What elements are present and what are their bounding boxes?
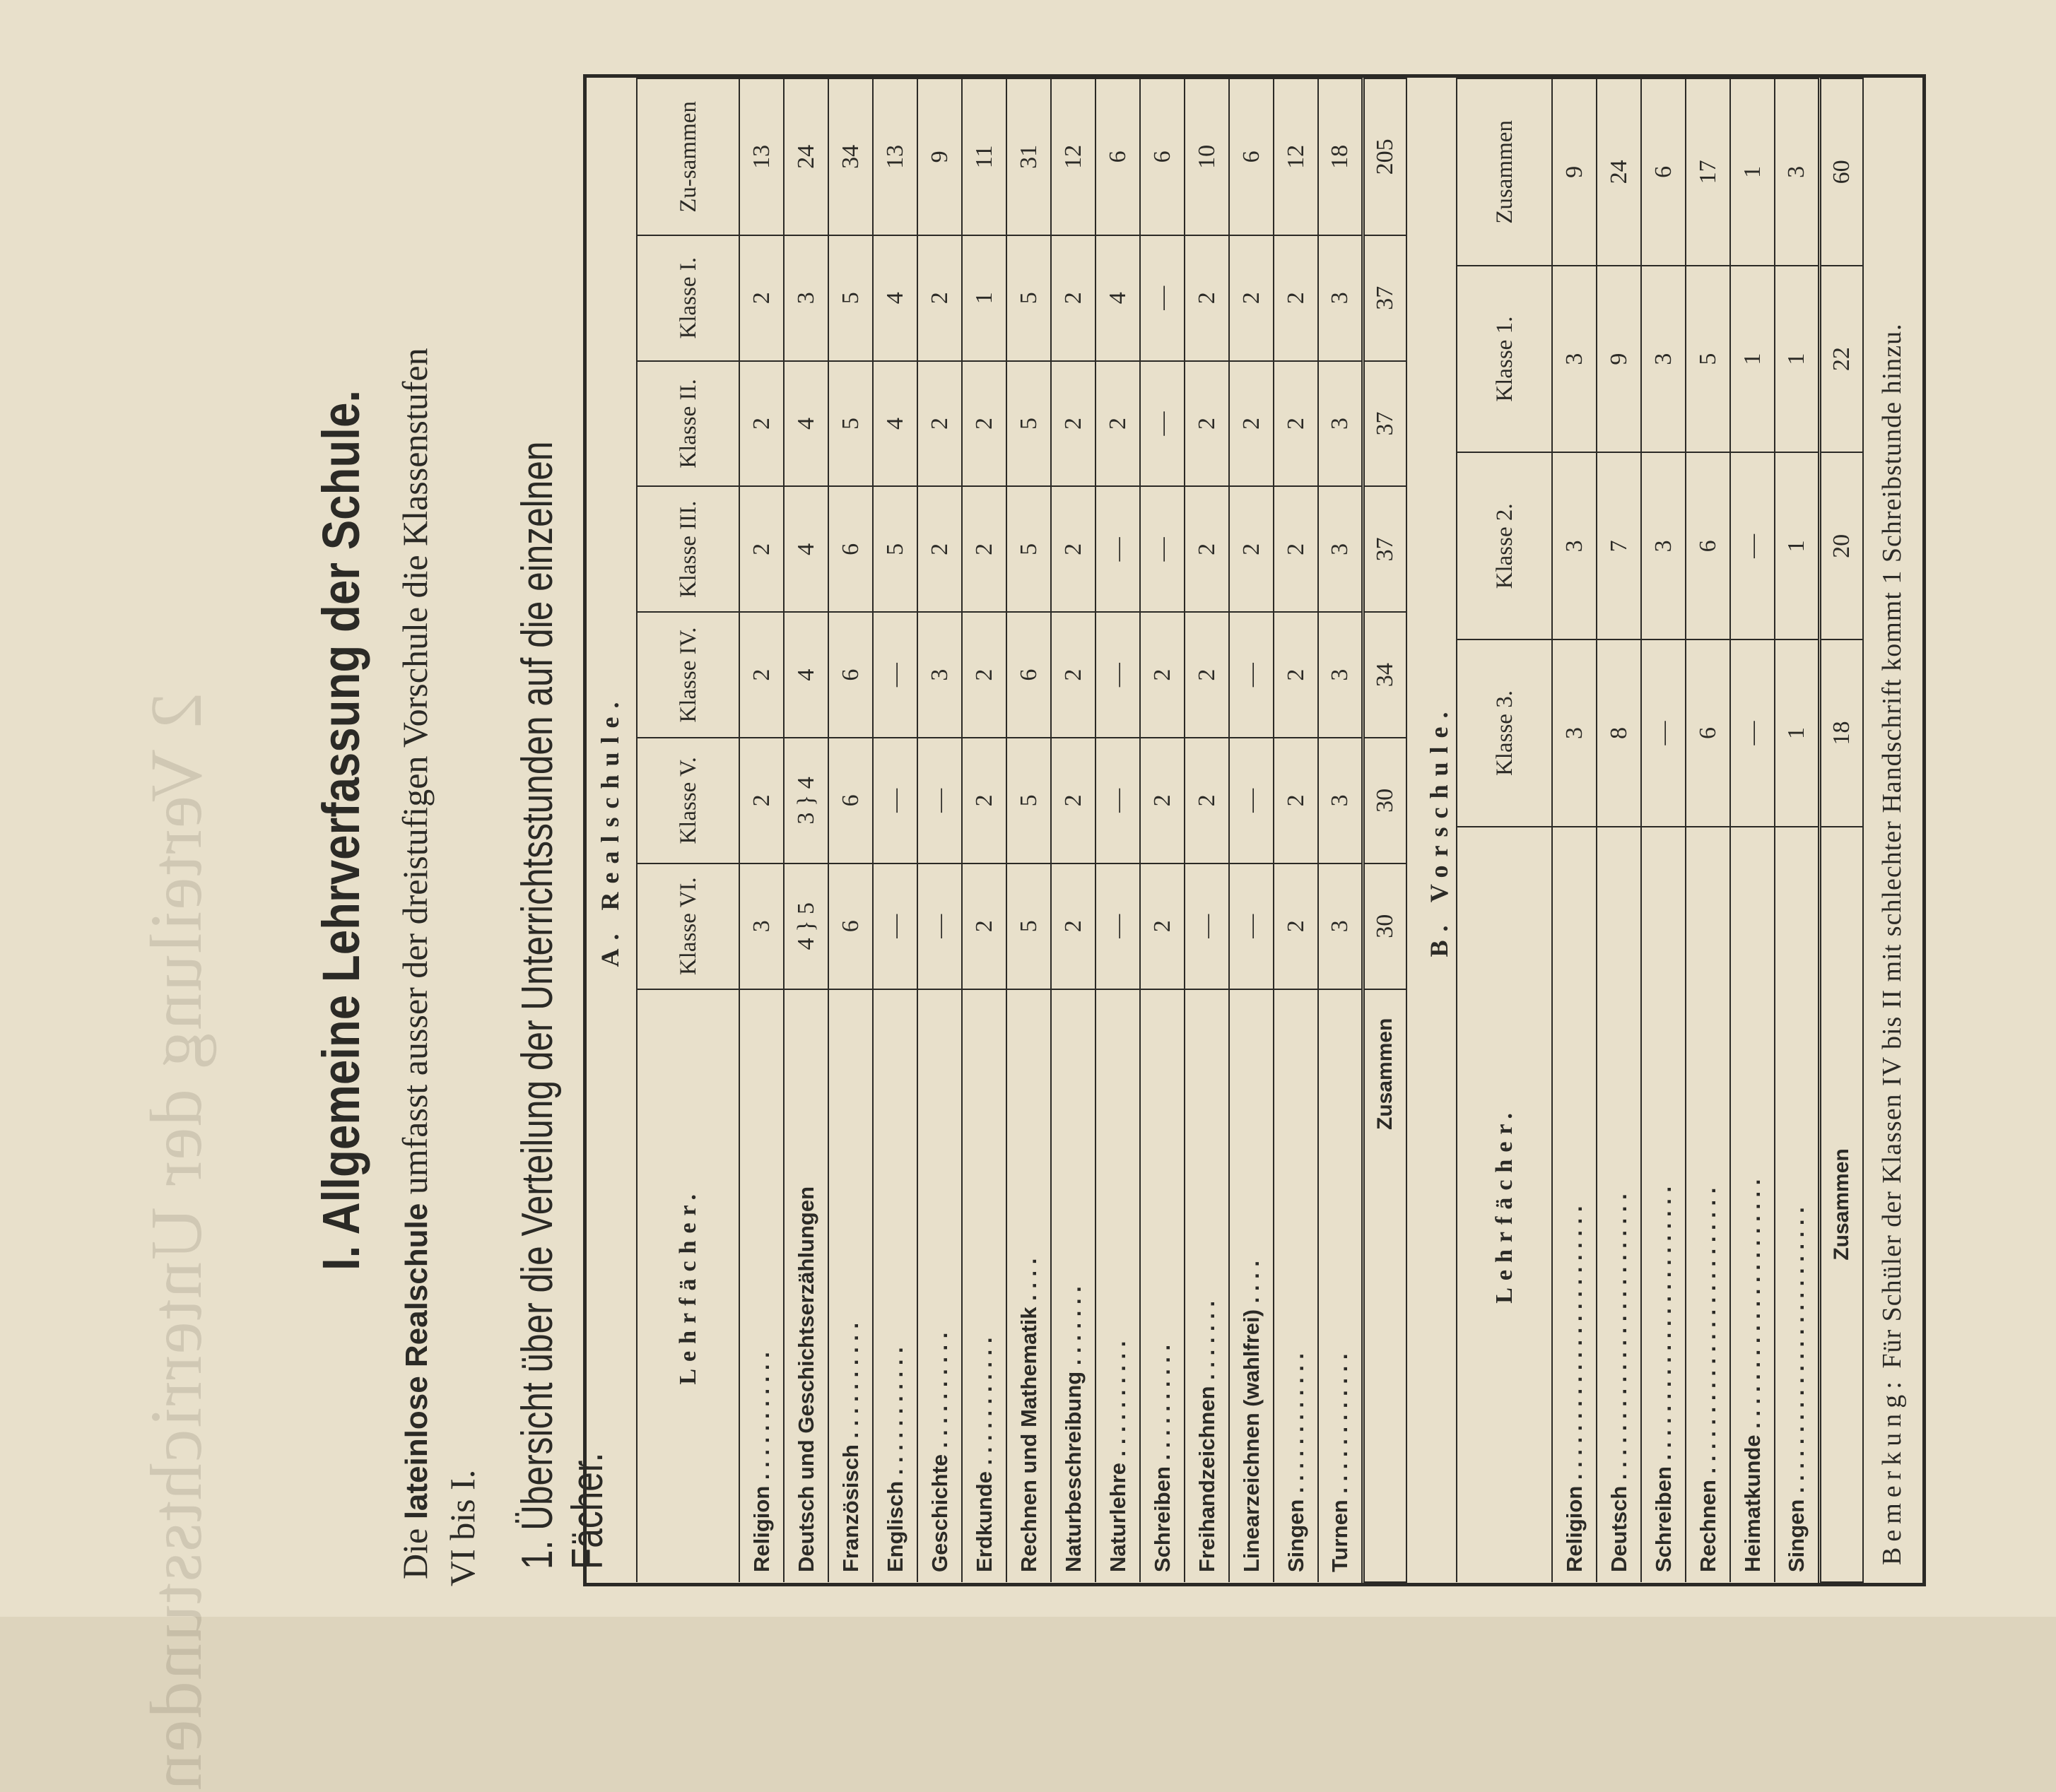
subject-label: Französisch . . . . . . . . . . — [828, 989, 873, 1582]
table-row — [739, 78, 784, 1582]
hours-cell: — — [1140, 235, 1185, 361]
hours-cell: 2 — [1051, 863, 1095, 989]
subject-label: Deutsch und Geschichtserzählungen — [784, 989, 828, 1582]
intro-school-name: lateinlose Realschule — [399, 1203, 434, 1520]
table-row — [1597, 78, 1641, 1582]
hours-cell: 2 — [917, 361, 962, 487]
subject-label: Schreiben . . . . . . . . . . . . . . . . . . . . . . . — [1641, 827, 1686, 1582]
column-header: Klasse I. — [637, 235, 739, 361]
table-row — [1274, 78, 1318, 1582]
totals-row — [1363, 78, 1406, 1582]
hours-cell: 2 — [1274, 738, 1318, 863]
hours-cell: — — [1140, 361, 1185, 487]
remark-label: Bemerkung: — [1877, 1376, 1907, 1565]
hours-cell: 2 — [1140, 863, 1185, 989]
hours-cell: 2 — [1185, 235, 1229, 361]
column-header: Zusammen — [1457, 78, 1552, 266]
subject-label: Rechnen . . . . . . . . . . . . . . . . . . . . . . . . — [1686, 827, 1730, 1582]
column-header: Zu-sammen — [637, 78, 739, 235]
hours-cell: 2 — [1229, 486, 1274, 612]
hours-cell: 2 — [1229, 235, 1274, 361]
hours-cell: 3 } 4 — [784, 738, 828, 863]
hours-cell: 6 — [1686, 453, 1730, 640]
column-header: Klasse VI. — [637, 863, 739, 989]
hours-cell: 4 } 5 — [784, 863, 828, 989]
vorschule-table — [1456, 78, 1864, 1583]
subject-label: Erdkunde . . . . . . . . . . . — [962, 989, 1006, 1582]
hours-cell: 1 — [1730, 78, 1775, 266]
hours-cell: 17 — [1686, 78, 1730, 266]
hours-cell: 2 — [1274, 863, 1318, 989]
table-row — [1641, 78, 1686, 1582]
hours-cell: — — [873, 738, 917, 863]
subject-label: Religion . . . . . . . . . . . — [739, 989, 784, 1582]
hours-cell: 2 — [739, 738, 784, 863]
table-row — [1006, 78, 1051, 1582]
hours-cell: 3 — [1318, 235, 1363, 361]
hours-cell: 12 — [1051, 78, 1095, 235]
table-row — [1140, 78, 1185, 1582]
subject-label: Naturbeschreibung . . . . . . . — [1051, 989, 1095, 1582]
hours-cell: 5 — [828, 235, 873, 361]
hours-cell: 1 — [1730, 266, 1775, 453]
table-row — [1185, 78, 1229, 1582]
total-cell: 37 — [1363, 235, 1406, 361]
hours-cell: 24 — [784, 78, 828, 235]
hours-cell: 2 — [962, 361, 1006, 487]
subject-label: Linearzeichnen (wahlfrei) . . . . — [1229, 989, 1274, 1582]
hours-cell: 5 — [1006, 486, 1051, 612]
hours-cell: — — [1095, 486, 1140, 612]
hours-cell: 13 — [739, 78, 784, 235]
total-cell: 60 — [1819, 78, 1863, 266]
bleed-through-text: 2 Verteilung der Unterrichtsstunden — [136, 692, 217, 1792]
hours-cell: 2 — [739, 235, 784, 361]
hours-cell: 24 — [1597, 78, 1641, 266]
hours-cell: 3 — [1318, 863, 1363, 989]
hours-cell: 6 — [828, 486, 873, 612]
hours-cell: 6 — [828, 612, 873, 738]
hours-cell: — — [917, 863, 962, 989]
totals-label: Zusammen — [1363, 989, 1406, 1582]
hours-cell: 12 — [1274, 78, 1318, 235]
remark-text: Für Schüler der Klassen IV bis II mit schlechter Handschrift kommt 1 Schreibstunde hinzu. — [1877, 323, 1907, 1369]
hours-cell: — — [1641, 639, 1686, 827]
hours-cell: 2 — [1185, 612, 1229, 738]
hours-cell: — — [1229, 612, 1274, 738]
table-row — [1775, 78, 1819, 1582]
hours-cell: — — [1185, 863, 1229, 989]
table-row — [828, 78, 873, 1582]
hours-cell: 18 — [1318, 78, 1363, 235]
page-title: I. Allgemeine Lehrverfassung der Schule. — [312, 389, 370, 1271]
hours-cell: 6 — [1229, 78, 1274, 235]
subject-label: Heimatkunde . . . . . . . . . . . . . . . . . . . . . — [1730, 827, 1775, 1582]
hours-cell: 7 — [1597, 453, 1641, 640]
hours-cell: — — [873, 863, 917, 989]
column-header: Klasse III. — [637, 486, 739, 612]
hours-cell: 4 — [784, 361, 828, 487]
hours-cell: 3 — [1318, 738, 1363, 863]
hours-cell: 6 — [1095, 78, 1140, 235]
hours-cell: 2 — [1051, 612, 1095, 738]
lehrfaecher-header: Lehrfächer. — [637, 989, 739, 1582]
hours-cell: 5 — [828, 361, 873, 487]
hours-cell: 5 — [873, 486, 917, 612]
hours-cell: 3 — [1641, 266, 1686, 453]
hours-cell: 3 — [1641, 453, 1686, 640]
tables-frame — [583, 74, 1926, 1586]
hours-cell: 2 — [962, 863, 1006, 989]
table-row — [784, 78, 828, 1582]
total-cell: 205 — [1363, 78, 1406, 235]
table-row — [962, 78, 1006, 1582]
hours-cell: 3 — [1318, 486, 1363, 612]
hours-cell: 6 — [828, 738, 873, 863]
hours-cell: — — [1730, 639, 1775, 827]
hours-cell: 3 — [1775, 78, 1819, 266]
hours-cell: 6 — [1686, 639, 1730, 827]
hours-cell: 2 — [1185, 361, 1229, 487]
table-row — [1730, 78, 1775, 1582]
hours-cell: 2 — [917, 235, 962, 361]
hours-cell: 2 — [1274, 486, 1318, 612]
table-row — [1552, 78, 1597, 1582]
hours-cell: 4 — [1095, 235, 1140, 361]
table-header-row — [1457, 78, 1552, 1582]
subject-label: Singen . . . . . . . . . . . . . . . . . . . . . . . . — [1775, 827, 1819, 1582]
total-cell: 30 — [1363, 863, 1406, 989]
hours-cell: 2 — [739, 612, 784, 738]
hours-cell: 9 — [1552, 78, 1597, 266]
total-cell: 22 — [1819, 266, 1863, 453]
hours-cell: 3 — [917, 612, 962, 738]
hours-cell: 2 — [1185, 486, 1229, 612]
table-row — [1318, 78, 1363, 1582]
subject-label: Turnen . . . . . . . . . . . . — [1318, 989, 1363, 1582]
hours-cell: 1 — [1775, 453, 1819, 640]
hours-cell: 10 — [1185, 78, 1229, 235]
hours-cell: 6 — [1006, 612, 1051, 738]
hours-cell: 5 — [1006, 738, 1051, 863]
column-header: Klasse 3. — [1457, 639, 1552, 827]
hours-cell: 6 — [1641, 78, 1686, 266]
intro-rest: umfasst ausser der dreistufigen Vorschule die Klassenstufen — [395, 348, 435, 1195]
total-cell: 18 — [1819, 639, 1863, 827]
vorschule-heading: B. Vorschule. — [1425, 703, 1453, 957]
hours-cell: 3 — [1318, 612, 1363, 738]
totals-label: Zusammen — [1819, 827, 1863, 1582]
total-cell: 30 — [1363, 738, 1406, 863]
table-row — [1686, 78, 1730, 1582]
hours-cell: — — [1140, 486, 1185, 612]
hours-cell: 5 — [1006, 863, 1051, 989]
hours-cell: 11 — [962, 78, 1006, 235]
column-header: Klasse V. — [637, 738, 739, 863]
hours-cell: — — [1095, 863, 1140, 989]
hours-cell: — — [917, 738, 962, 863]
hours-cell: 2 — [1140, 612, 1185, 738]
hours-cell: 3 — [739, 863, 784, 989]
hours-cell: — — [1095, 612, 1140, 738]
subject-label: Singen . . . . . . . . . . . . — [1274, 989, 1318, 1582]
hours-cell: 3 — [784, 235, 828, 361]
subject-label: Naturlehre . . . . . . . . . . — [1095, 989, 1140, 1582]
hours-cell: — — [1095, 738, 1140, 863]
hours-cell: 4 — [873, 235, 917, 361]
hours-cell: 3 — [1552, 639, 1597, 827]
hours-cell: 34 — [828, 78, 873, 235]
total-cell: 37 — [1363, 361, 1406, 487]
column-header: Klasse 1. — [1457, 266, 1552, 453]
intro-prefix: Die — [395, 1528, 435, 1579]
hours-cell: 6 — [828, 863, 873, 989]
hours-cell: 9 — [917, 78, 962, 235]
subject-label: Geschichte . . . . . . . . . . — [917, 989, 962, 1582]
hours-cell: 2 — [962, 486, 1006, 612]
hours-cell: 2 — [1051, 361, 1095, 487]
table-row — [1229, 78, 1274, 1582]
hours-cell: — — [1730, 453, 1775, 640]
hours-cell: 4 — [784, 612, 828, 738]
hours-cell: 2 — [1274, 235, 1318, 361]
hours-cell: 2 — [1051, 486, 1095, 612]
total-cell: 37 — [1363, 486, 1406, 612]
table-header-row — [637, 78, 739, 1582]
hours-cell: 2 — [962, 738, 1006, 863]
subject-label: Rechnen und Mathematik . . . . — [1006, 989, 1051, 1582]
table-row — [873, 78, 917, 1582]
subject-label: Deutsch . . . . . . . . . . . . . . . . . . . . . . . . — [1597, 827, 1641, 1582]
hours-cell: 2 — [1274, 361, 1318, 487]
table-row — [917, 78, 962, 1582]
hours-cell: — — [1229, 863, 1274, 989]
subject-label: Religion . . . . . . . . . . . . . . . . . . . . . . . — [1552, 827, 1597, 1582]
hours-cell: 2 — [1274, 612, 1318, 738]
hours-cell: 4 — [873, 361, 917, 487]
hours-cell: 2 — [962, 612, 1006, 738]
hours-cell: 3 — [1552, 453, 1597, 640]
hours-cell: 2 — [1229, 361, 1274, 487]
rotated-page-content — [300, 74, 1940, 1586]
hours-cell: 1 — [1775, 639, 1819, 827]
realschule-heading: A. Realschule. — [596, 693, 624, 967]
hours-cell: 2 — [739, 361, 784, 487]
hours-cell: 2 — [917, 486, 962, 612]
hours-cell: 1 — [962, 235, 1006, 361]
hours-cell: 2 — [1185, 738, 1229, 863]
hours-cell: 2 — [739, 486, 784, 612]
hours-cell: 2 — [1095, 361, 1140, 487]
intro-line2: VI bis I. — [442, 1469, 482, 1586]
hours-cell: 5 — [1006, 235, 1051, 361]
hours-cell: 5 — [1006, 361, 1051, 487]
hours-cell: 3 — [1318, 361, 1363, 487]
hours-cell: — — [873, 612, 917, 738]
hours-cell: 3 — [1552, 266, 1597, 453]
hours-cell: 2 — [1140, 738, 1185, 863]
subject-label: Englisch . . . . . . . . . . . — [873, 989, 917, 1582]
hours-cell: 5 — [1686, 266, 1730, 453]
subject-label: Schreiben . . . . . . . . . . — [1140, 989, 1185, 1582]
hours-cell: 1 — [1775, 266, 1819, 453]
intro-paragraph — [392, 74, 485, 1586]
totals-row — [1819, 78, 1863, 1582]
column-header: Klasse II. — [637, 361, 739, 487]
hours-cell: — — [1229, 738, 1274, 863]
column-header: Klasse IV. — [637, 612, 739, 738]
realschule-table — [636, 78, 1407, 1583]
hours-cell: 2 — [1051, 235, 1095, 361]
subject-label: Freihandzeichnen . . . . . . . — [1185, 989, 1229, 1582]
section-title: 1. Übersicht über die Verteilung der Unterrichtsstunden auf die einzelnen Fächer. — [513, 441, 612, 1569]
remark-note — [1876, 53, 1908, 1586]
lehrfaecher-header: Lehrfächer. — [1457, 827, 1552, 1582]
hours-cell: 8 — [1597, 639, 1641, 827]
hours-cell: 31 — [1006, 78, 1051, 235]
table-row — [1051, 78, 1095, 1582]
hours-cell: 6 — [1140, 78, 1185, 235]
total-cell: 20 — [1819, 453, 1863, 640]
hours-cell: 13 — [873, 78, 917, 235]
column-header: Klasse 2. — [1457, 453, 1552, 640]
total-cell: 34 — [1363, 612, 1406, 738]
hours-cell: 9 — [1597, 266, 1641, 453]
table-row — [1095, 78, 1140, 1582]
hours-cell: 4 — [784, 486, 828, 612]
hours-cell: 2 — [1051, 738, 1095, 863]
